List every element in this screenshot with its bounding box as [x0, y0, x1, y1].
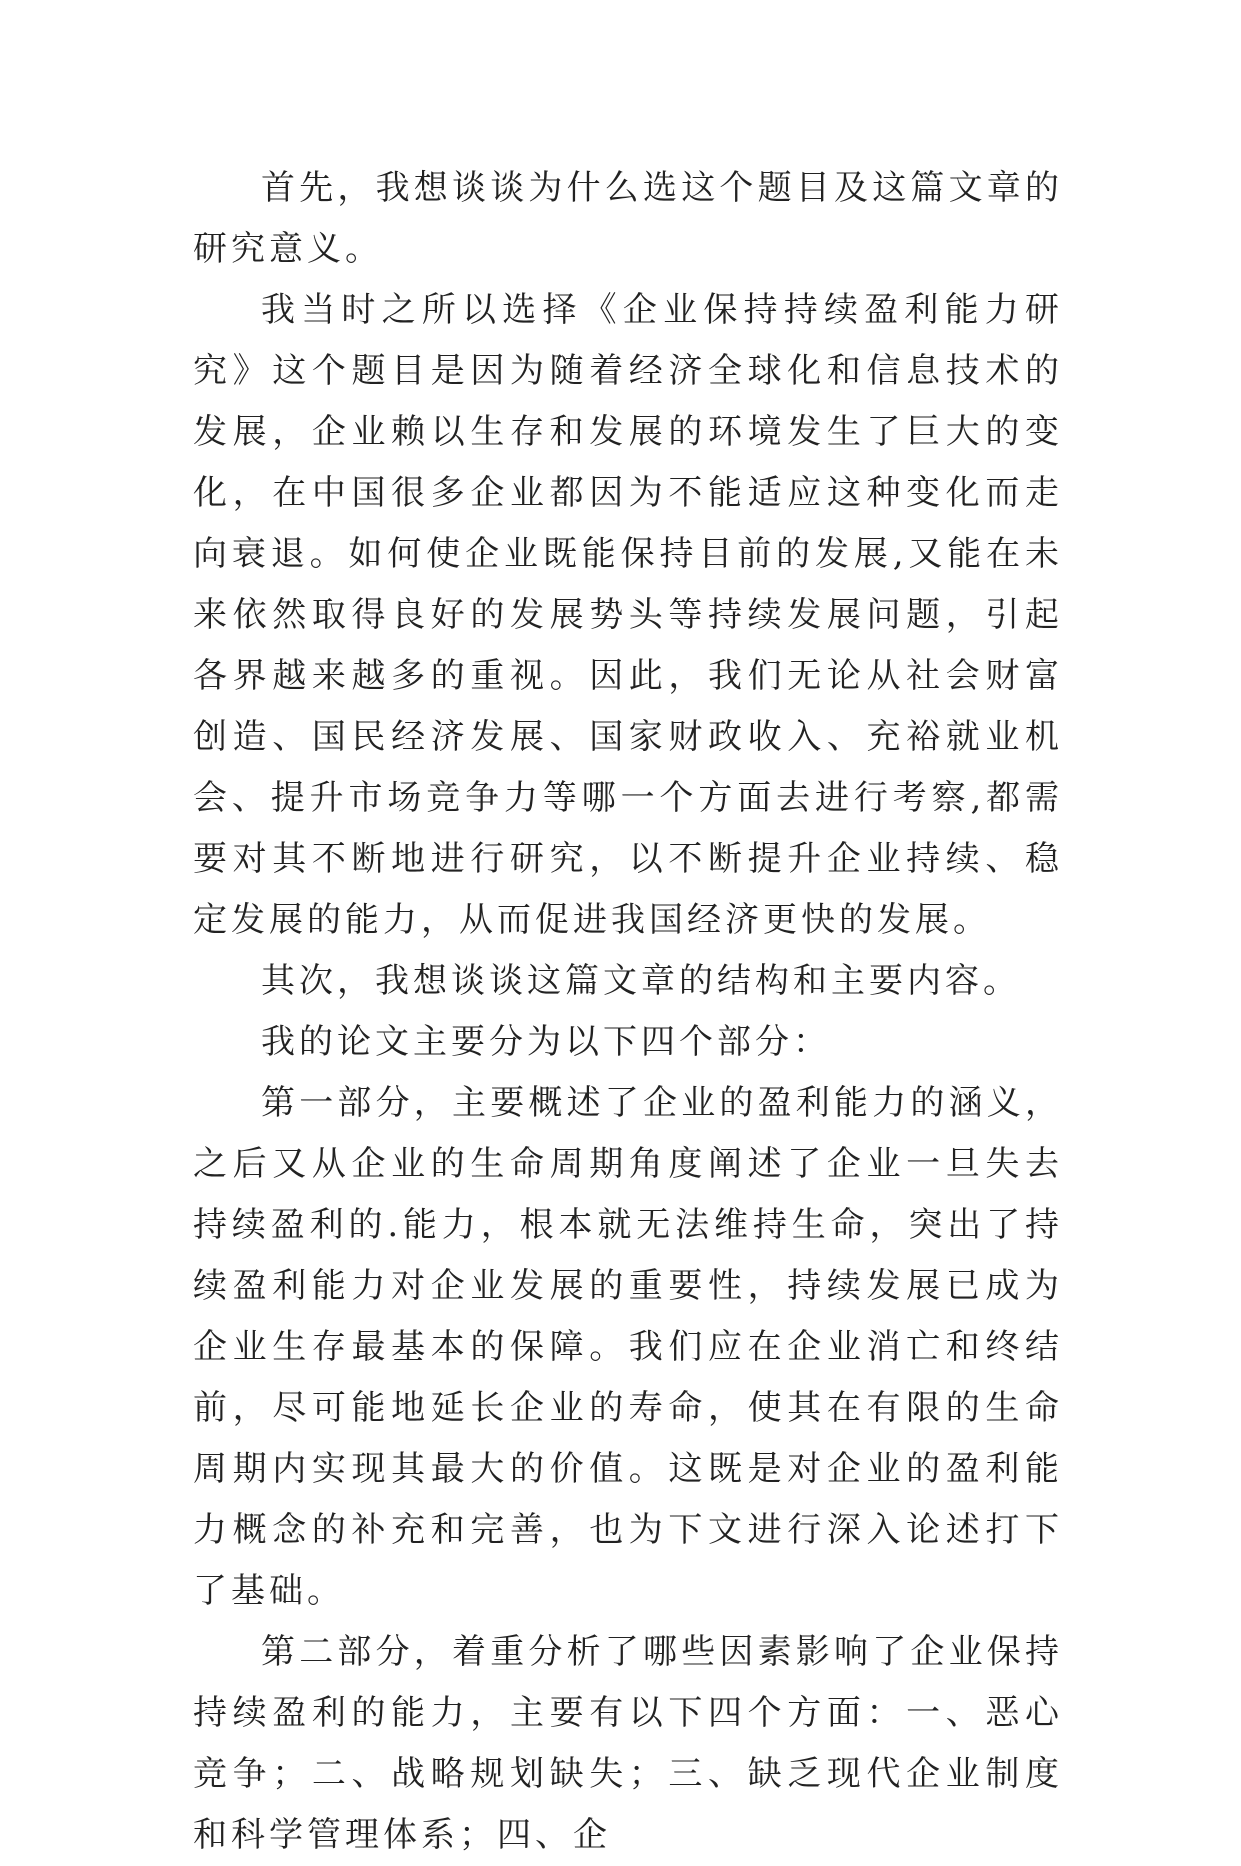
paragraph-four-parts: 我的论文主要分为以下四个部分：: [261, 1022, 831, 1062]
paragraph-part-two: 第二部分，着重分析了哪些因素影响了企业保持持续盈利的能力，主要有以下四个方面：一、恶心竞争；二、战略规划缺失；三、缺乏现代企业制度和科学管理体系；四、企: [193, 1632, 1063, 1855]
paragraph-intro-significance: 首先，我想谈谈为什么选这个题目及这篇文章的研究意义。: [193, 168, 1063, 269]
paragraph-structure-intro: 其次，我想谈谈这篇文章的结构和主要内容。: [261, 961, 1021, 1001]
paragraph-part-one: 第一部分，主要概述了企业的盈利能力的涵义，之后又从企业的生命周期角度阐述了企业一旦失去持续盈利的.能力，根本就无法维持生命，突出了持续盈利能力对企业发展的重要性，持续发展已成为企业生存最基本的保障。我们应在企业消亡和终结前，尽可能地延长企业的寿命，使其在有限的生命周期内实现其最大的价值。这既是对企业的盈利能力概念的补充和完善，也为下文进行深入论述打下了基础。: [193, 1083, 1063, 1611]
paragraph-topic-reason: 我当时之所以选择《企业保持持续盈利能力研究》这个题目是因为随着经济全球化和信息技术的发展，企业赖以生存和发展的环境发生了巨大的变化，在中国很多企业都因为不能适应这种变化而走向衰退。如何使企业既能保持目前的发展,又能在未来依然取得良好的发展势头等持续发展问题，引起各界越来越多的重视。因此，我们无论从社会财富创造、国民经济发展、国家财政收入、充裕就业机会、提升市场竞争力等哪一个方面去进行考察,都需要对其不断地进行研究，以不断提升企业持续、稳定发展的能力，从而促进我国经济更快的发展。: [193, 290, 1063, 940]
document-body: [193, 158, 1063, 1866]
